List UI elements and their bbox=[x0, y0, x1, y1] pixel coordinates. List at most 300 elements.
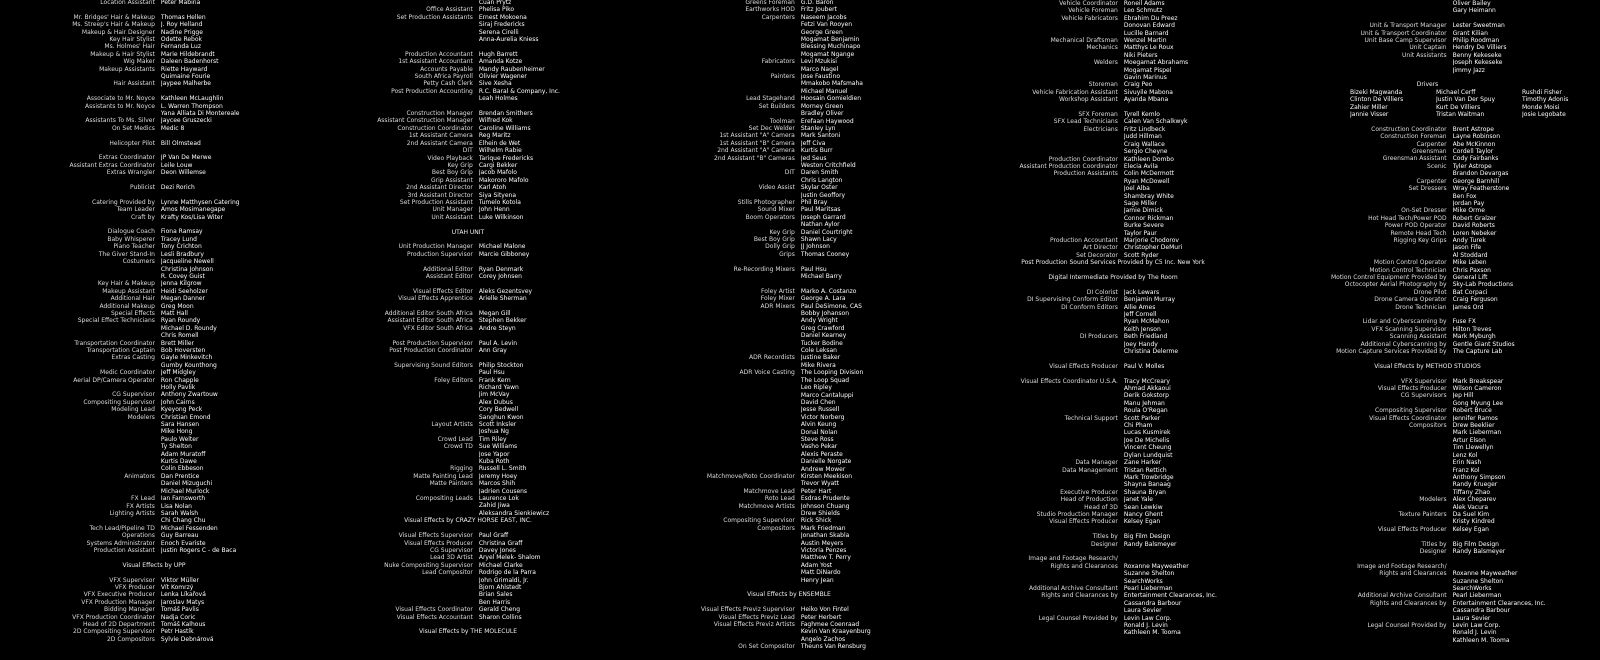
credit-role bbox=[300, 458, 479, 465]
credit-role bbox=[620, 80, 801, 87]
spacer bbox=[1255, 533, 1600, 540]
credit-role: VFX Editor South Africa bbox=[403, 324, 473, 332]
credit-name: Colin McDermott bbox=[1123, 170, 1175, 178]
credit-role bbox=[620, 192, 801, 199]
credit-name: Levin Law Corp. bbox=[1123, 614, 1172, 622]
credit-role: Crowd TD bbox=[443, 443, 473, 451]
credit-name: Ronald J. Levin bbox=[1452, 629, 1497, 637]
credit-name: Ty Shelton bbox=[160, 443, 192, 451]
credit-row bbox=[1255, 629, 1600, 636]
credit-name: Jimmy Jazz bbox=[1452, 66, 1485, 74]
credit-name: Michael Barry bbox=[800, 273, 842, 281]
credit-row bbox=[300, 547, 636, 554]
credit-row bbox=[0, 125, 308, 132]
credit-role: Earthworks HOD bbox=[745, 6, 795, 14]
credit-role: Image and Footage Research/ bbox=[1028, 555, 1118, 563]
credit-role: DI Conform Editors bbox=[1061, 303, 1118, 311]
credit-name: Philip Roodman bbox=[1452, 37, 1500, 45]
credit-name: Ahmad Akkaoui bbox=[1123, 385, 1171, 393]
credit-row bbox=[620, 95, 958, 102]
credit-name: Jannie Visser bbox=[1350, 111, 1389, 119]
credit-role bbox=[620, 362, 801, 369]
credit-role: VFX Supervisor bbox=[109, 576, 155, 584]
credit-row bbox=[935, 415, 1291, 422]
drivers-row bbox=[1255, 89, 1600, 96]
credit-row bbox=[1255, 592, 1600, 599]
credit-role: Systems Administrator bbox=[86, 539, 155, 547]
credit-name: Calen Van Schalkwyk bbox=[1123, 118, 1188, 126]
credit-role: Grips bbox=[779, 250, 795, 258]
credit-row bbox=[620, 236, 958, 243]
credit-name: Roula O'Regan bbox=[1123, 407, 1168, 415]
credit-row bbox=[620, 547, 958, 554]
credit-name: Sivuyile Mabona bbox=[1123, 88, 1173, 96]
credit-role: Visual Effects Previz Supervisor bbox=[700, 606, 795, 614]
spacer bbox=[620, 584, 958, 591]
credit-name: Brian Sales bbox=[478, 591, 513, 599]
credit-name: Erin Nash bbox=[1452, 459, 1482, 467]
section-heading: Digital Intermediate Provided by The Room bbox=[1048, 274, 1178, 281]
credit-name: Krafty Kos/Lisa Witer bbox=[160, 213, 223, 221]
credit-role: CG Supervisors bbox=[1400, 392, 1447, 400]
credit-row bbox=[620, 473, 958, 480]
credit-name: Johnson Chuang bbox=[800, 502, 850, 510]
credit-name: Stephen Bekker bbox=[478, 317, 527, 325]
credit-name: Tucker Bodine bbox=[800, 339, 843, 347]
credit-role bbox=[620, 51, 801, 58]
credit-row bbox=[0, 406, 308, 413]
credit-name: Zahid Jiwa bbox=[478, 502, 510, 510]
credit-name: Laura Sevier bbox=[1452, 614, 1491, 622]
credit-role: Craft by bbox=[130, 213, 155, 221]
credit-row bbox=[935, 504, 1291, 511]
credit-name: Mogamat Ngange bbox=[800, 50, 855, 58]
credit-role: DI Producers bbox=[1079, 333, 1118, 341]
credit-name: Judd Hillman bbox=[1123, 133, 1162, 141]
credit-row bbox=[620, 169, 958, 176]
credit-role: Power POD Operator bbox=[1384, 222, 1447, 230]
credit-row bbox=[0, 591, 308, 598]
credit-role bbox=[935, 392, 1124, 399]
credit-row bbox=[935, 207, 1291, 214]
credit-name: Wilfred Kok bbox=[478, 117, 513, 125]
credit-role bbox=[620, 377, 801, 384]
credit-name: Jeff Midgley bbox=[160, 369, 196, 377]
credit-role bbox=[1255, 607, 1453, 614]
credit-row bbox=[300, 443, 636, 450]
credit-role: On Set Medics bbox=[111, 124, 155, 132]
credit-name: Deon Willemse bbox=[160, 169, 206, 177]
credit-role: Greensman bbox=[1411, 148, 1447, 156]
credit-name: Tiffany Zhao bbox=[1452, 488, 1491, 496]
credits-column-4 bbox=[935, 0, 1291, 637]
credit-row bbox=[935, 215, 1291, 222]
spacer bbox=[935, 355, 1291, 362]
credit-row bbox=[620, 332, 958, 339]
credit-name: Erefaan Haywood bbox=[800, 117, 854, 125]
credit-role: Electricians bbox=[1083, 125, 1118, 133]
spacer bbox=[300, 280, 636, 287]
credit-name: Victoria Penzes bbox=[800, 547, 847, 555]
credit-role: Data Manager bbox=[1075, 459, 1118, 467]
credit-role bbox=[300, 29, 479, 36]
credit-row bbox=[1255, 259, 1600, 266]
credit-row bbox=[620, 562, 958, 569]
credit-name: Gayle Minkevitch bbox=[160, 354, 213, 362]
credit-role bbox=[0, 266, 161, 273]
credit-role bbox=[620, 636, 801, 643]
credit-name: Cordell Taylor bbox=[1452, 148, 1494, 156]
credit-role: Set Dressers bbox=[1408, 185, 1447, 193]
credit-row bbox=[1255, 289, 1600, 296]
credit-role bbox=[0, 458, 161, 465]
credit-name: Lenka Líkařová bbox=[160, 591, 206, 599]
credit-role: Additional Archive Consultant bbox=[1357, 592, 1447, 600]
credit-row bbox=[300, 347, 636, 354]
credit-row bbox=[1255, 504, 1600, 511]
credit-name: Randy Balsmeyer bbox=[1452, 547, 1506, 555]
credit-role: Key Hair & Makeup bbox=[97, 280, 155, 288]
credit-role bbox=[300, 36, 479, 43]
credit-row bbox=[0, 421, 308, 428]
credit-row bbox=[935, 467, 1291, 474]
credit-role bbox=[935, 422, 1124, 429]
credit-row bbox=[620, 58, 958, 65]
credit-name: Christina Johnson bbox=[160, 265, 214, 273]
credit-role bbox=[935, 148, 1124, 155]
credit-name: Matthys Le Roux bbox=[1123, 44, 1174, 52]
credit-name: Lucille Barnard bbox=[1123, 29, 1169, 37]
credit-row bbox=[1255, 348, 1600, 355]
credit-row bbox=[0, 303, 308, 310]
credit-name: Frank Kern bbox=[478, 376, 511, 384]
credit-name: Elecia Avila bbox=[1123, 162, 1158, 170]
credit-name: Daniel Courtright bbox=[800, 228, 853, 236]
credit-role: Modeling Lead bbox=[111, 406, 155, 414]
credit-row bbox=[620, 243, 958, 250]
credit-role: Head of 3D bbox=[1084, 503, 1118, 511]
credit-row bbox=[0, 310, 308, 317]
credit-name: Paul Graff bbox=[478, 532, 509, 540]
credit-row bbox=[935, 222, 1291, 229]
credit-row bbox=[0, 14, 308, 21]
credit-row bbox=[620, 392, 958, 399]
credit-row bbox=[0, 206, 308, 213]
credit-row bbox=[0, 540, 308, 547]
credit-row bbox=[300, 502, 636, 509]
credit-row bbox=[0, 377, 308, 384]
credit-role: Compositing Supervisor bbox=[1375, 407, 1447, 415]
credit-role: Vehicle Coordinator bbox=[1059, 0, 1118, 7]
credit-name: Lynne Matthysen Catering bbox=[160, 198, 240, 206]
credit-role: Rights and Clearances by bbox=[1370, 599, 1447, 607]
credit-role: Assistant Editor bbox=[425, 272, 473, 280]
credit-row bbox=[620, 480, 958, 487]
credit-role bbox=[0, 488, 161, 495]
credit-name: Aryel Melek- Shalom bbox=[478, 554, 541, 562]
credit-role bbox=[0, 517, 161, 524]
credit-row bbox=[935, 193, 1291, 200]
credit-role bbox=[620, 569, 801, 576]
credit-row bbox=[935, 126, 1291, 133]
credit-name: Suzanne Shelton bbox=[1123, 570, 1175, 578]
credit-name: Steve Ross bbox=[800, 435, 834, 443]
credit-role bbox=[620, 310, 801, 317]
credit-role bbox=[0, 325, 161, 332]
credit-name: Paulo Welter bbox=[160, 435, 199, 443]
credit-row bbox=[620, 147, 958, 154]
credit-role: Toolman bbox=[769, 117, 795, 125]
credit-role bbox=[300, 591, 479, 598]
credit-row bbox=[1255, 133, 1600, 140]
drivers-row bbox=[1255, 96, 1600, 103]
credit-name: Brett Miller bbox=[160, 339, 195, 347]
credit-role bbox=[935, 193, 1124, 200]
credit-name: Serena Cirelli bbox=[478, 28, 519, 36]
credit-name: Jadrien Cousens bbox=[478, 487, 528, 495]
credit-row bbox=[1255, 378, 1600, 385]
credit-row bbox=[1255, 148, 1600, 155]
credit-name: Tristan Waitman bbox=[1436, 111, 1485, 119]
credit-row bbox=[935, 252, 1291, 259]
credit-name: Abe McKinnon bbox=[1452, 140, 1496, 148]
credit-name: Yana Alliata Di Montereale bbox=[160, 110, 240, 118]
credit-role: Nuke Compositing Supervisor bbox=[384, 561, 473, 569]
credit-row bbox=[935, 555, 1291, 562]
spacer bbox=[935, 526, 1291, 533]
credit-role: Visual Effects Producer bbox=[1377, 525, 1447, 533]
credit-row bbox=[0, 266, 308, 273]
credit-role: Mechanical Draftsman bbox=[1050, 37, 1118, 45]
credit-name: Jim McVay bbox=[478, 391, 510, 399]
credit-name: Donal Nolan bbox=[800, 428, 838, 436]
credit-row bbox=[935, 378, 1291, 385]
credit-role bbox=[0, 421, 161, 428]
credit-name: Jose Faustino bbox=[800, 73, 841, 81]
credit-role: Unit Production Manager bbox=[398, 243, 473, 251]
credit-row bbox=[0, 428, 308, 435]
credit-role: 2D Compositing Supervisor bbox=[73, 628, 155, 636]
credit-row bbox=[935, 511, 1291, 518]
credit-role bbox=[300, 584, 479, 591]
credit-name: George Barnhill bbox=[1452, 177, 1500, 185]
credit-role: Image and Footage Research/ bbox=[1357, 562, 1447, 570]
credit-name: Sky-Lab Productions bbox=[1452, 281, 1514, 289]
credit-name: Karl Atoh bbox=[478, 184, 507, 192]
credit-row bbox=[935, 615, 1291, 622]
credit-role bbox=[0, 110, 161, 117]
credit-role bbox=[300, 414, 479, 421]
credit-role: Production Supervisor bbox=[406, 250, 473, 258]
spacer bbox=[935, 370, 1291, 377]
credit-role: Unit Assistant bbox=[431, 213, 473, 221]
credit-name: Bradley Oliver bbox=[800, 110, 844, 118]
credit-name: Wilhelm Rabie bbox=[478, 147, 522, 155]
credit-role bbox=[300, 384, 479, 391]
credit-role bbox=[0, 436, 161, 443]
credit-name: Marcos Shih bbox=[478, 480, 516, 488]
credit-row bbox=[0, 599, 308, 606]
credit-row bbox=[935, 533, 1291, 540]
credit-row bbox=[1255, 163, 1600, 170]
credit-row bbox=[620, 184, 958, 191]
credit-row bbox=[300, 414, 636, 421]
credit-row bbox=[300, 95, 636, 102]
credit-role: 1st Assistant "B" Camera bbox=[719, 139, 795, 147]
credit-role bbox=[1255, 578, 1453, 585]
credit-name: Big Film Design bbox=[1452, 540, 1499, 548]
credit-role: Visual Effects Producer bbox=[1049, 518, 1118, 526]
credit-row bbox=[0, 473, 308, 480]
credit-role: Dialogue Coach bbox=[107, 228, 155, 236]
credit-role: Motion Capture Services Provided by bbox=[1336, 348, 1447, 356]
credit-row bbox=[300, 391, 636, 398]
credit-name: Bjorn Ahlstedt bbox=[478, 583, 522, 591]
credit-name: Chi Chang Chu bbox=[160, 517, 206, 525]
credits-column-1 bbox=[0, 0, 308, 643]
credit-name: Marcie Gibboney bbox=[478, 250, 530, 258]
credit-row bbox=[935, 296, 1291, 303]
credit-role: 2nd Assistant "A" Camera bbox=[717, 147, 795, 155]
credit-name: Lisa Nolan bbox=[160, 502, 192, 510]
credit-role: Matte Painting Lead bbox=[413, 472, 473, 480]
credit-row bbox=[300, 421, 636, 428]
credit-row bbox=[935, 133, 1291, 140]
credit-name: Fritz Joubert bbox=[800, 6, 837, 14]
credit-name: Quimaine Fourie bbox=[160, 73, 211, 81]
spacer bbox=[935, 267, 1291, 274]
credit-row bbox=[300, 251, 636, 258]
spacer bbox=[300, 621, 636, 628]
credit-role bbox=[300, 451, 479, 458]
credit-row bbox=[1255, 459, 1600, 466]
credit-role: Mr. Bridges' Hair & Makeup bbox=[73, 13, 155, 21]
credit-row bbox=[300, 147, 636, 154]
credit-row bbox=[0, 547, 308, 554]
credit-role: Production Coordinator bbox=[1048, 155, 1118, 163]
credit-name: Tomáš Pavlis bbox=[160, 606, 199, 614]
credit-row bbox=[620, 503, 958, 510]
credit-role bbox=[0, 332, 161, 339]
credit-row bbox=[300, 192, 636, 199]
credit-role: Set Production Assistants bbox=[396, 13, 473, 21]
credit-row bbox=[0, 117, 308, 124]
credit-role bbox=[1255, 637, 1453, 644]
credit-role bbox=[935, 133, 1124, 140]
credit-row bbox=[620, 621, 958, 628]
credit-role: 3rd Assistant Director bbox=[407, 191, 473, 199]
credit-row bbox=[300, 614, 636, 621]
credit-name: Christina Delerme bbox=[1123, 348, 1179, 356]
credit-row bbox=[935, 563, 1291, 570]
credit-name: Gong Myung Lee bbox=[1452, 399, 1504, 407]
credit-role bbox=[620, 466, 801, 473]
credit-row bbox=[300, 184, 636, 191]
credit-row bbox=[300, 21, 636, 28]
credit-row bbox=[935, 600, 1291, 607]
credit-row bbox=[935, 15, 1291, 22]
credit-name: Paul Hsu bbox=[478, 369, 505, 377]
credit-name: Tarique Fredericks bbox=[478, 154, 534, 162]
credit-name: Siya Sityena bbox=[478, 191, 517, 199]
credit-name: Hendry De Villiers bbox=[1452, 44, 1507, 52]
credit-role bbox=[1255, 518, 1453, 525]
credit-role: Rights and Clearances by bbox=[1041, 592, 1118, 600]
credit-row bbox=[1255, 304, 1600, 311]
credit-role: Unit Assistants bbox=[1402, 51, 1447, 59]
credit-row bbox=[620, 569, 958, 576]
credit-name: Zahier Miller bbox=[1350, 103, 1388, 111]
credit-row bbox=[0, 636, 308, 643]
credit-name: Phil Bray bbox=[800, 198, 828, 206]
credit-name: Marie Hildebrandt bbox=[160, 50, 215, 58]
credit-role bbox=[620, 273, 801, 280]
credit-role: Extras Wrangler bbox=[106, 169, 155, 177]
credit-role: Tech Lead/Pipeline TD bbox=[89, 524, 155, 532]
drivers-row bbox=[1255, 111, 1600, 118]
credit-row bbox=[620, 362, 958, 369]
credit-role bbox=[935, 185, 1124, 192]
credit-name: L. Warren Thompson bbox=[160, 102, 223, 110]
credit-name: Jed Seus bbox=[800, 154, 827, 162]
credit-role: Titles by bbox=[1421, 540, 1447, 548]
credit-row bbox=[620, 295, 958, 302]
credit-row bbox=[620, 399, 958, 406]
credit-role bbox=[935, 67, 1124, 74]
credit-row bbox=[1255, 333, 1600, 340]
credit-row bbox=[620, 429, 958, 436]
credit-name: Daren Smith bbox=[800, 169, 839, 177]
credit-name: Thomas Hellen bbox=[160, 13, 206, 21]
credit-row bbox=[620, 288, 958, 295]
credit-name: Bobby Johanson bbox=[800, 310, 850, 318]
credit-name: George A. Lara bbox=[800, 295, 846, 303]
credit-name: Anna-Aurelia Kniess bbox=[478, 36, 539, 44]
credit-role: Workshop Assistant bbox=[1059, 96, 1118, 104]
credit-name: Andy Wright bbox=[800, 317, 838, 325]
credit-name: Scott Parker bbox=[1123, 414, 1161, 422]
credit-role bbox=[935, 578, 1124, 585]
credit-row bbox=[1255, 429, 1600, 436]
credit-row bbox=[620, 554, 958, 561]
credit-name: Cory Bedwell bbox=[478, 406, 519, 414]
credit-role: The Giver Stand-In bbox=[98, 250, 155, 258]
credit-row bbox=[1255, 489, 1600, 496]
credit-row bbox=[1255, 422, 1600, 429]
credit-name: Scott Inksler bbox=[478, 421, 517, 429]
credit-row bbox=[300, 162, 636, 169]
credit-name: Peter Hart bbox=[800, 487, 832, 495]
credit-name: Jep Hill bbox=[1452, 392, 1474, 400]
credit-row bbox=[0, 214, 308, 221]
credit-row bbox=[620, 488, 958, 495]
credits-column-2 bbox=[300, 0, 636, 636]
credit-name: John Cairns bbox=[160, 398, 195, 406]
credit-row bbox=[300, 362, 636, 369]
credit-name: Gavin Marinus bbox=[1123, 74, 1167, 82]
credit-name: Robert Bruce bbox=[1452, 407, 1492, 415]
credit-row bbox=[935, 437, 1291, 444]
credit-name: Craig Ferguson bbox=[1452, 296, 1498, 304]
credit-row bbox=[620, 155, 958, 162]
credit-role bbox=[1255, 467, 1453, 474]
credit-name: Chris Langton bbox=[800, 176, 843, 184]
credit-name: Adam Yost bbox=[800, 561, 833, 569]
credit-name: Viktor Müller bbox=[160, 576, 199, 584]
credit-name: Mmakobo Mafsmaha bbox=[800, 80, 863, 88]
credit-role bbox=[620, 421, 801, 428]
credit-role: Executive Producer bbox=[1060, 488, 1118, 496]
